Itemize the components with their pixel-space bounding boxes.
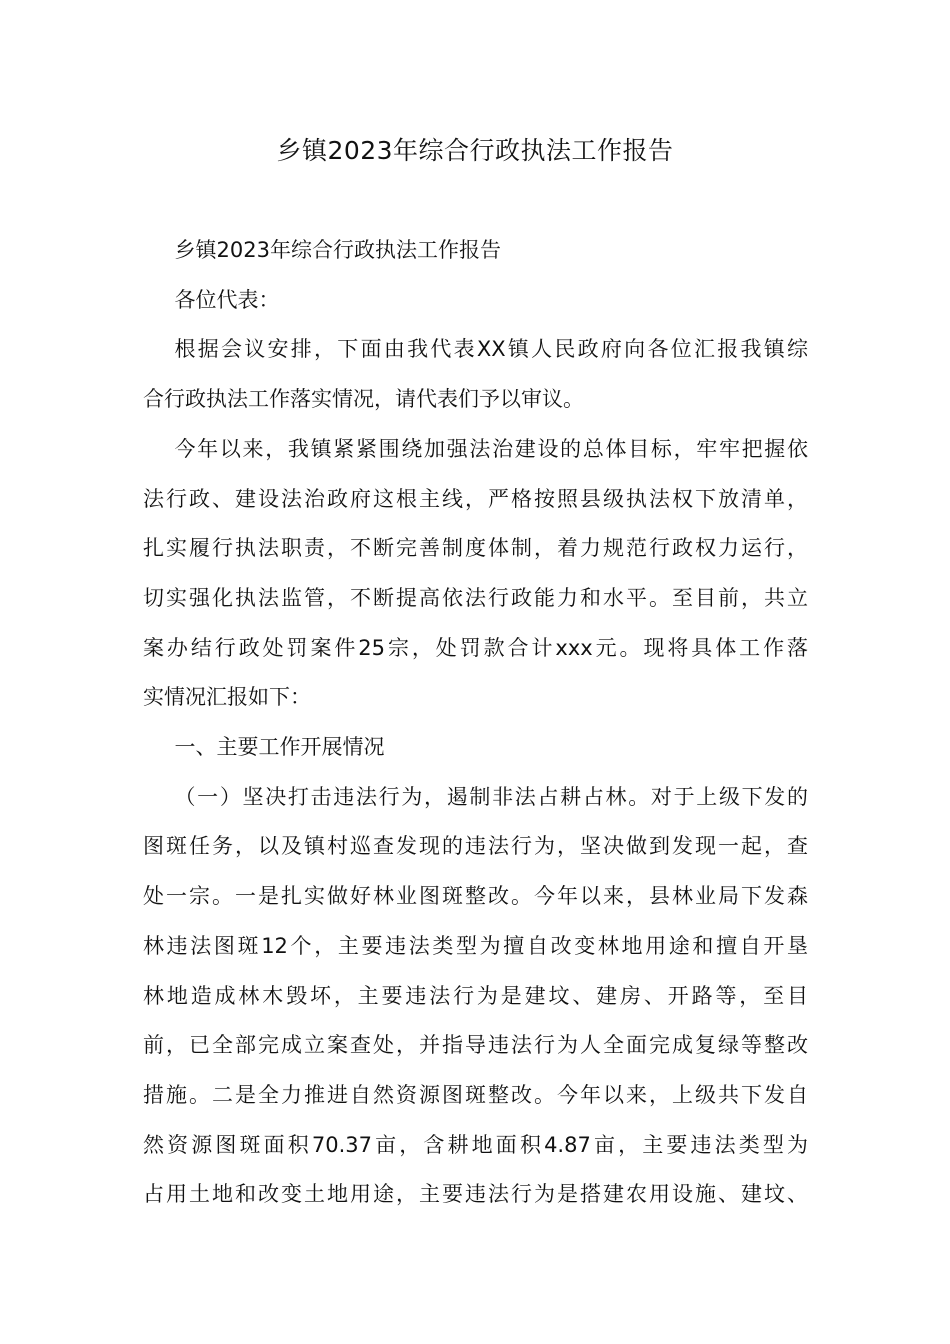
text-line: 合行政执法工作落实情况，请代表们予以审议。 <box>143 387 584 412</box>
intro-paragraph <box>143 325 808 424</box>
overview-paragraph <box>143 425 808 723</box>
text-line: 扎实履行执法职责，不断完善制度体制，着力规范行政权力运行， <box>143 536 808 561</box>
text-line: 处一宗。一是扎实做好林业图斑整改。今年以来，县林业局下发森 <box>143 884 808 909</box>
text-line: 法行政、建设法治政府这根主线，严格按照县级执法权下放清单， <box>143 486 808 511</box>
text-line: 案办结行政处罚案件25宗，处罚款合计xxx元。现将具体工作落 <box>143 635 808 660</box>
section-1-paragraph <box>143 773 808 1220</box>
section-heading <box>143 723 808 773</box>
text-line: 前，已全部完成立案查处，并指导违法行为人全面完成复绿等整改 <box>143 1033 808 1058</box>
document-title: 乡镇2023年综合行政执法工作报告 <box>276 136 674 165</box>
text-line: 措施。二是全力推进自然资源图斑整改。今年以来，上级共下发自 <box>143 1082 808 1107</box>
text-line: 切实强化执法监管，不断提高依法行政能力和水平。至目前，共立 <box>143 585 808 610</box>
document-body <box>143 226 808 1220</box>
text-line: 根据会议安排，下面由我代表XX镇人民政府向各位汇报我镇综 <box>174 337 808 362</box>
text-line: （一）坚决打击违法行为，遏制非法占耕占林。对于上级下发的 <box>174 784 808 809</box>
text-line: 林地造成林木毁坏，主要违法行为是建坟、建房、开路等，至目 <box>143 983 808 1008</box>
text-line: 乡镇2023年综合行政执法工作报告 <box>174 238 501 262</box>
text-line: 然资源图斑面积70.37亩，含耕地面积4.87亩，主要违法类型为 <box>143 1132 808 1157</box>
text-line: 林违法图斑12个，主要违法类型为擅自改变林地用途和擅自开垦 <box>143 933 808 958</box>
text-line: 图斑任务，以及镇村巡查发现的违法行为，坚决做到发现一起，查 <box>143 834 808 859</box>
text-line: 各位代表： <box>174 287 280 312</box>
text-line: 今年以来，我镇紧紧围绕加强法治建设的总体目标，牢牢把握依 <box>174 436 808 461</box>
salutation-paragraph <box>143 276 808 326</box>
subtitle-paragraph <box>143 226 808 276</box>
text-line: 占用土地和改变土地用途，主要违法行为是搭建农用设施、建坟、 <box>143 1182 808 1207</box>
text-line: 一、主要工作开展情况 <box>174 735 385 760</box>
text-line: 实情况汇报如下： <box>143 685 311 710</box>
